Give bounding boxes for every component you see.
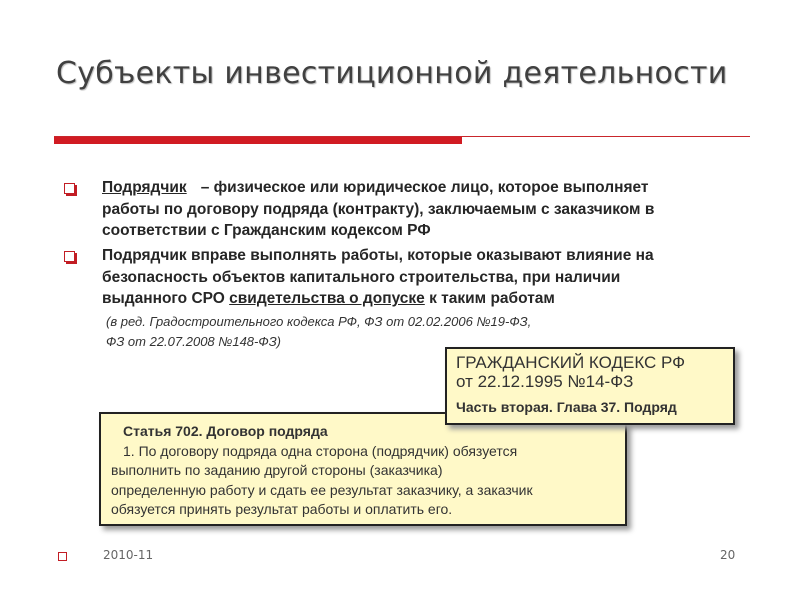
reference-line: (в ред. Градостроительного кодекса РФ, ФЗ от 02.02.2006 №19-ФЗ, (106, 314, 532, 329)
bullet-line: соответствии с Гражданским кодексом РФ (102, 222, 431, 239)
article-line: 1. По договору подряда одна сторона (подрядчик) обязуется (123, 442, 518, 459)
article-702-box (99, 412, 627, 526)
bullet-square-icon (64, 251, 75, 262)
bullet-line (102, 288, 742, 310)
bullet-line: работы по договору подряда (контракту), заключаемым с заказчиком в (102, 200, 655, 218)
article-heading: Статья 702. Договор подряда (123, 423, 328, 439)
bullet-line: Подрядчик вправе выполнять работы, которые оказывают влияние на (102, 247, 654, 264)
certificate-link[interactable]: свидетельства о допуске (229, 290, 425, 307)
footer-date: 2010-11 (103, 548, 154, 562)
bullet-text: выданного СРО (102, 290, 230, 307)
amendment-reference (106, 312, 666, 352)
term-contractor: Подрядчик (102, 179, 187, 196)
footer-square-icon (58, 552, 67, 561)
article-line: определенную работу и сдать ее результат заказчику, а заказчик (111, 481, 533, 498)
article-line: выполнить по заданию другой стороны (заказчика) (111, 462, 443, 478)
bullet-line: безопасность объектов капитального строительства, при наличии (102, 268, 621, 286)
title-divider-thick (54, 137, 462, 144)
civil-code-box (445, 347, 735, 425)
slide-title: Субъекты инвестиционной деятельности (56, 56, 728, 91)
page-number: 20 (720, 548, 736, 562)
codex-date: от 22.12.1995 №14-ФЗ (456, 372, 634, 391)
bullet-line (102, 177, 742, 199)
codex-part: Часть вторая. Глава 37. Подряд (456, 399, 677, 415)
reference-line: ФЗ от 22.07.2008 №148-ФЗ) (106, 334, 282, 349)
article-line: обязуется принять результат работы и оплатить его. (111, 501, 453, 517)
codex-title: ГРАЖДАНСКИЙ КОДЕКС РФ (456, 353, 686, 372)
bullet-square-icon (64, 183, 75, 194)
bullet-contractor-definition (102, 177, 742, 242)
bullet-text: к таким работам (424, 290, 555, 307)
bullet-contractor-rights (102, 245, 742, 310)
definition-text: – физическое или юридическое лицо, которое выполняет (200, 179, 649, 196)
